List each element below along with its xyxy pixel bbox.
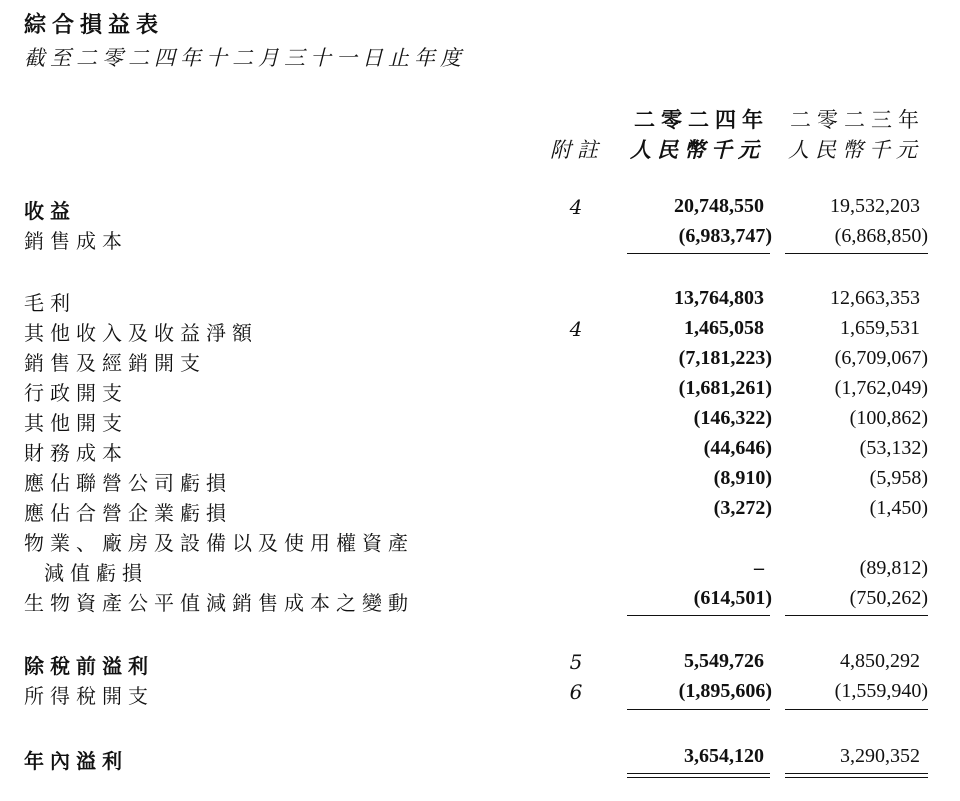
table-row [0,317,960,347]
row-label: 除稅前溢利 [24,654,154,678]
row-note: 4 [569,317,583,341]
row-label: 應佔聯營公司虧損 [24,471,232,495]
total-double-rule [627,777,770,778]
table-row [0,467,960,497]
table-row [0,557,960,587]
value-2024: 5,549,726 [684,650,764,672]
row-note: 4 [569,195,583,219]
table-row [0,377,960,407]
subtotal-rule [627,253,770,254]
table-row [0,587,960,617]
value-2023: 12,663,353 [830,287,920,309]
row-label: 所得稅開支 [24,684,154,708]
row-label: 其他收入及收益淨額 [24,321,258,345]
statement-period: 截至二零二四年十二月三十一日止年度 [24,46,466,70]
table-row [0,650,960,680]
row-label: 銷售及經銷開支 [24,351,206,375]
total-double-rule [627,773,770,774]
table-row [0,195,960,225]
value-2024: 20,748,550 [674,195,764,217]
value-2023: (89,812) [859,557,928,579]
column-header-2024: 二零二四年 [634,108,769,132]
value-2023: (6,709,067) [834,347,928,369]
value-2024: (7,181,223) [678,347,772,369]
value-2024: 1,465,058 [684,317,764,339]
column-unit-2024: 人民幣千元 [630,138,765,162]
value-2023: (1,559,940) [834,680,928,702]
table-row [0,745,960,775]
value-2024: (6,983,747) [678,225,772,247]
value-2024: (8,910) [713,467,772,489]
table-row [0,225,960,255]
statement-title: 綜合損益表 [24,13,165,38]
column-unit-2023: 人民幣千元 [788,138,923,162]
table-row [0,347,960,377]
value-2024: (3,272) [713,497,772,519]
row-label: 物業、廠房及設備以及使用權資產 [24,531,414,555]
subtotal-rule [785,615,928,616]
row-note: 6 [569,680,583,704]
value-2024: (44,646) [703,437,772,459]
row-label: 銷售成本 [24,229,128,253]
value-2023: 4,850,292 [840,650,920,672]
value-2023: 1,659,531 [840,317,920,339]
total-double-rule [785,777,928,778]
table-row [0,287,960,317]
value-2023: (6,868,850) [834,225,928,247]
value-2024: 13,764,803 [674,287,764,309]
row-label: 收益 [24,199,76,223]
value-2023: 3,290,352 [840,745,920,767]
column-header-note: 附註 [550,138,604,162]
value-2023: (100,862) [849,407,928,429]
subtotal-rule [785,709,928,710]
row-label: 應佔合營企業虧損 [24,501,232,525]
value-2024: (1,895,606) [678,680,772,702]
value-2023: (1,762,049) [834,377,928,399]
row-label: 毛利 [24,291,76,315]
row-label: 生物資產公平值減銷售成本之變動 [24,591,414,615]
row-label: 年內溢利 [24,749,128,773]
table-row [0,497,960,527]
value-2024: (1,681,261) [678,377,772,399]
value-2023: (5,958) [869,467,928,489]
table-row [0,407,960,437]
value-2023: (53,132) [859,437,928,459]
value-2023: (750,262) [849,587,928,609]
value-2024: 3,654,120 [684,745,764,767]
value-2023: 19,532,203 [830,195,920,217]
value-2024: (614,501) [693,587,772,609]
value-2023: (1,450) [869,497,928,519]
value-2024: (146,322) [693,407,772,429]
column-header-2023: 二零二三年 [790,108,925,132]
row-label: 行政開支 [24,381,128,405]
subtotal-rule [627,709,770,710]
subtotal-rule [627,615,770,616]
row-note: 5 [569,650,583,674]
subtotal-rule [785,253,928,254]
value-2024: – [754,557,764,579]
total-double-rule [785,773,928,774]
row-label: 其他開支 [24,411,128,435]
table-row [0,527,960,557]
row-label: 財務成本 [24,441,128,465]
table-row [0,680,960,710]
row-label: 減值虧損 [44,561,148,585]
table-row [0,437,960,467]
